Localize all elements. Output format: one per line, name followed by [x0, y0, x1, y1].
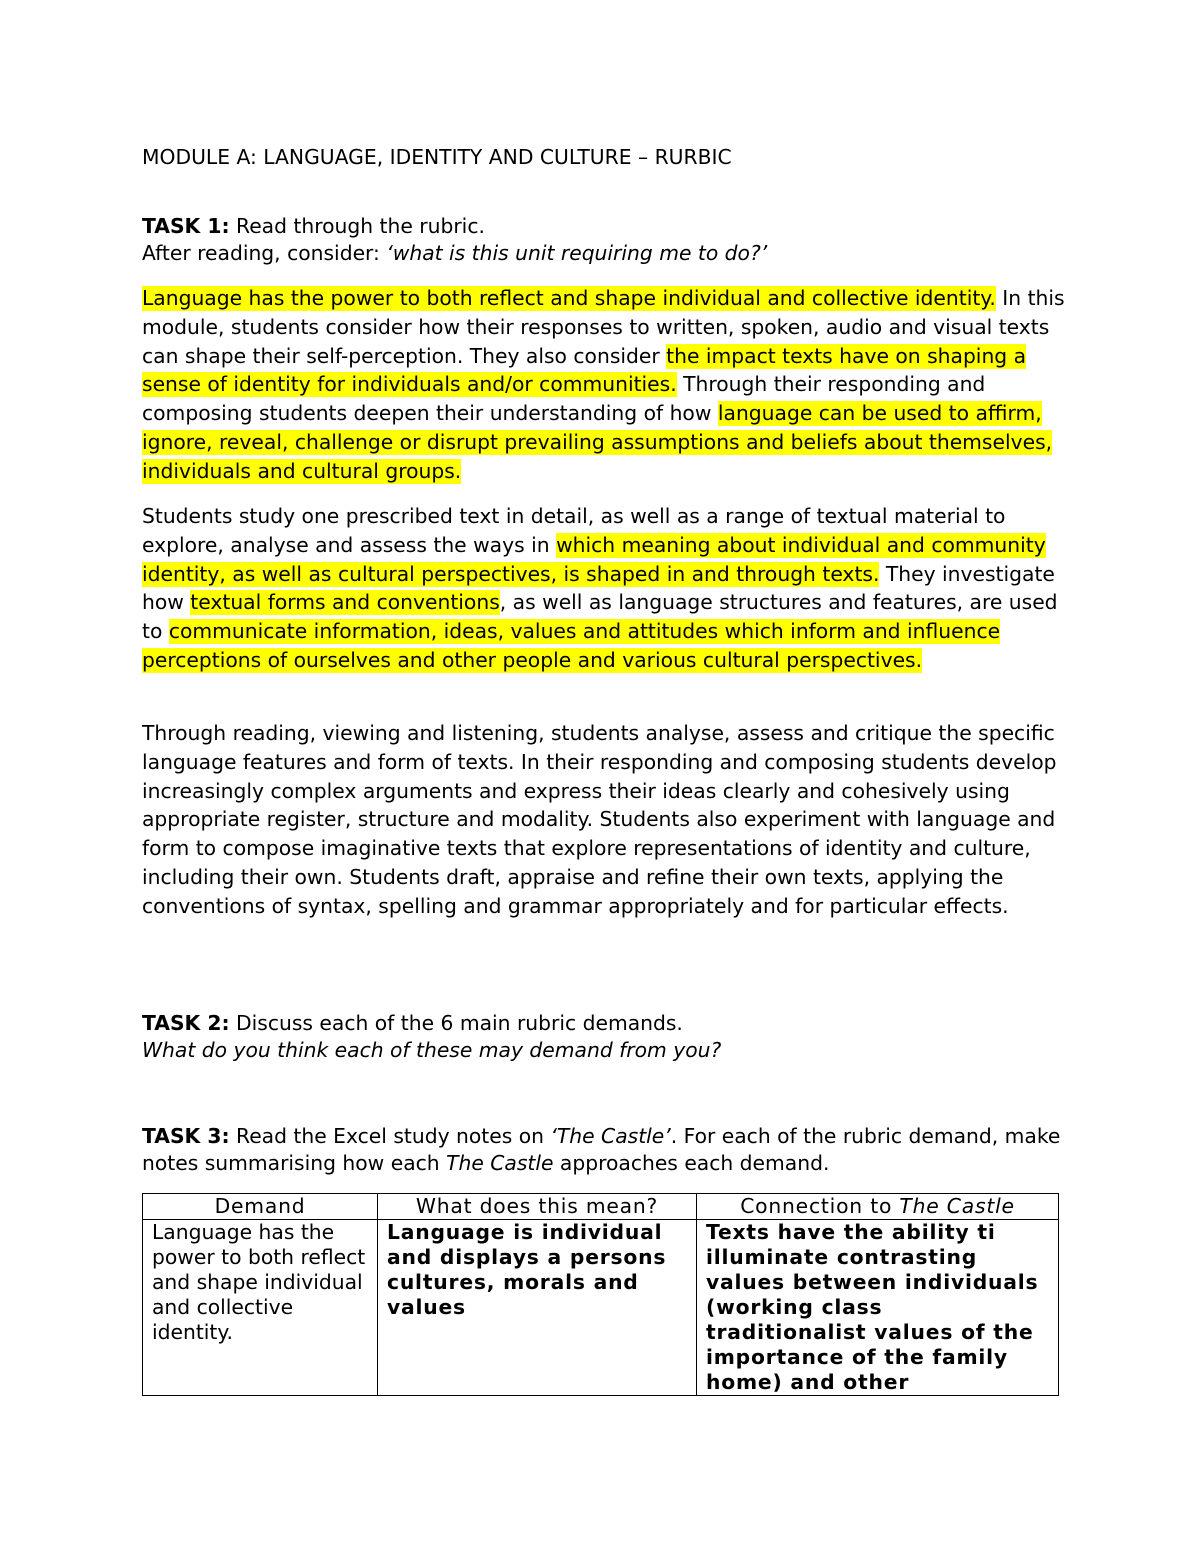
body-text: In this module, students consider how their responses to written, spoken, audio and visual texts can shape their self-perception. They also consider	[142, 286, 1065, 368]
body-text: Students study one prescribed text in detail, as well as a range of textual material to explore, analyse and assess the ways in	[142, 504, 1006, 557]
task-3-text: Read the Excel study notes on	[229, 1124, 551, 1148]
table-row	[143, 1220, 1059, 1396]
task-3-text-title: ‘The Castle’	[550, 1124, 671, 1148]
column-header-connection	[697, 1194, 1059, 1220]
task-3-text: . For each of the rubric demand, make notes summarising how each	[142, 1124, 1061, 1175]
task-2-question: What do you think each of these may demand from you?	[142, 1038, 722, 1062]
highlight-text: language can be used to affirm, ignore, reveal, challenge or disrupt prevailing assumptions and beliefs about themselves, individuals and cultural groups.	[142, 401, 1053, 483]
column-header-meaning: What does this mean?	[378, 1194, 697, 1220]
task-3-label: TASK 3:	[142, 1124, 230, 1148]
task-1-label: TASK 1:	[142, 214, 230, 238]
page-title: MODULE A: LANGUAGE, IDENTITY AND CULTURE – RURBIC	[142, 145, 732, 169]
task-3	[142, 1123, 1072, 1177]
rubric-paragraph-1	[142, 284, 1072, 486]
task-2	[142, 1010, 1072, 1064]
rubric-paragraph-2	[142, 502, 1072, 675]
body-text: Through their responding and composing students deepen their understanding of how	[142, 372, 986, 426]
task-3-text: approaches each demand.	[553, 1151, 830, 1175]
cell-demand[interactable]: Language has the power to both reflect and shape individual and collective identity.	[143, 1220, 378, 1396]
highlight-text: which meaning about individual and community identity, as well as cultural perspectives, is shaped in and through texts.	[142, 532, 1046, 586]
task-1-prompt: After reading, consider:	[142, 241, 387, 265]
highlight-text: Language has the power to both reflect and shape individual and collective identity.	[142, 286, 996, 310]
task-1	[142, 213, 1072, 267]
rubric-paragraph-3: Through reading, viewing and listening, students analyse, assess and critique the specific language features and form of texts. In their responding and composing students develop increasingly complex arguments and express their ideas clearly and cohesively using appropriate register, structure and modality. Students also experiment with language and form to compose imaginative texts that explore representations of identity and culture, including their own. Students draft, appraise and refine their own texts, applying the conventions of syntax, spelling and grammar appropriately and for particular effects.	[142, 721, 1057, 918]
column-header-connection-prefix: Connection to	[740, 1194, 900, 1218]
task-2-text: Discuss each of the 6 main rubric demands.	[229, 1011, 683, 1035]
body-text: , as well as language structures and features, are used to	[142, 590, 1058, 644]
highlight-text: textual forms and conventions	[190, 590, 500, 615]
task-1-text: Read through the rubric.	[229, 214, 485, 238]
highlight-text: communicate information, ideas, values and attitudes which inform and influence perceptions of ourselves and other people and various cultural perspectives.	[142, 619, 1001, 672]
column-header-connection-title: The Castle	[899, 1194, 1015, 1218]
table-header-row	[143, 1194, 1059, 1220]
cell-connection[interactable]: Texts have the ability ti illuminate contrasting values between individuals (working class traditionalist values of the importance of the family home) and other	[697, 1220, 1059, 1396]
task-2-label: TASK 2:	[142, 1011, 230, 1035]
task-1-question: ‘what is this unit requiring me to do?’	[386, 241, 768, 265]
highlight-text: the impact texts have on shaping a sense of identity for individuals and/or communities.	[142, 343, 1027, 397]
task-3-text-title: The Castle	[446, 1151, 554, 1175]
cell-meaning[interactable]: Language is individual and displays a persons cultures, morals and values	[378, 1220, 697, 1396]
column-header-demand: Demand	[143, 1194, 378, 1220]
body-text: They investigate how	[142, 561, 1055, 615]
rubric-demands-table	[142, 1193, 1059, 1396]
